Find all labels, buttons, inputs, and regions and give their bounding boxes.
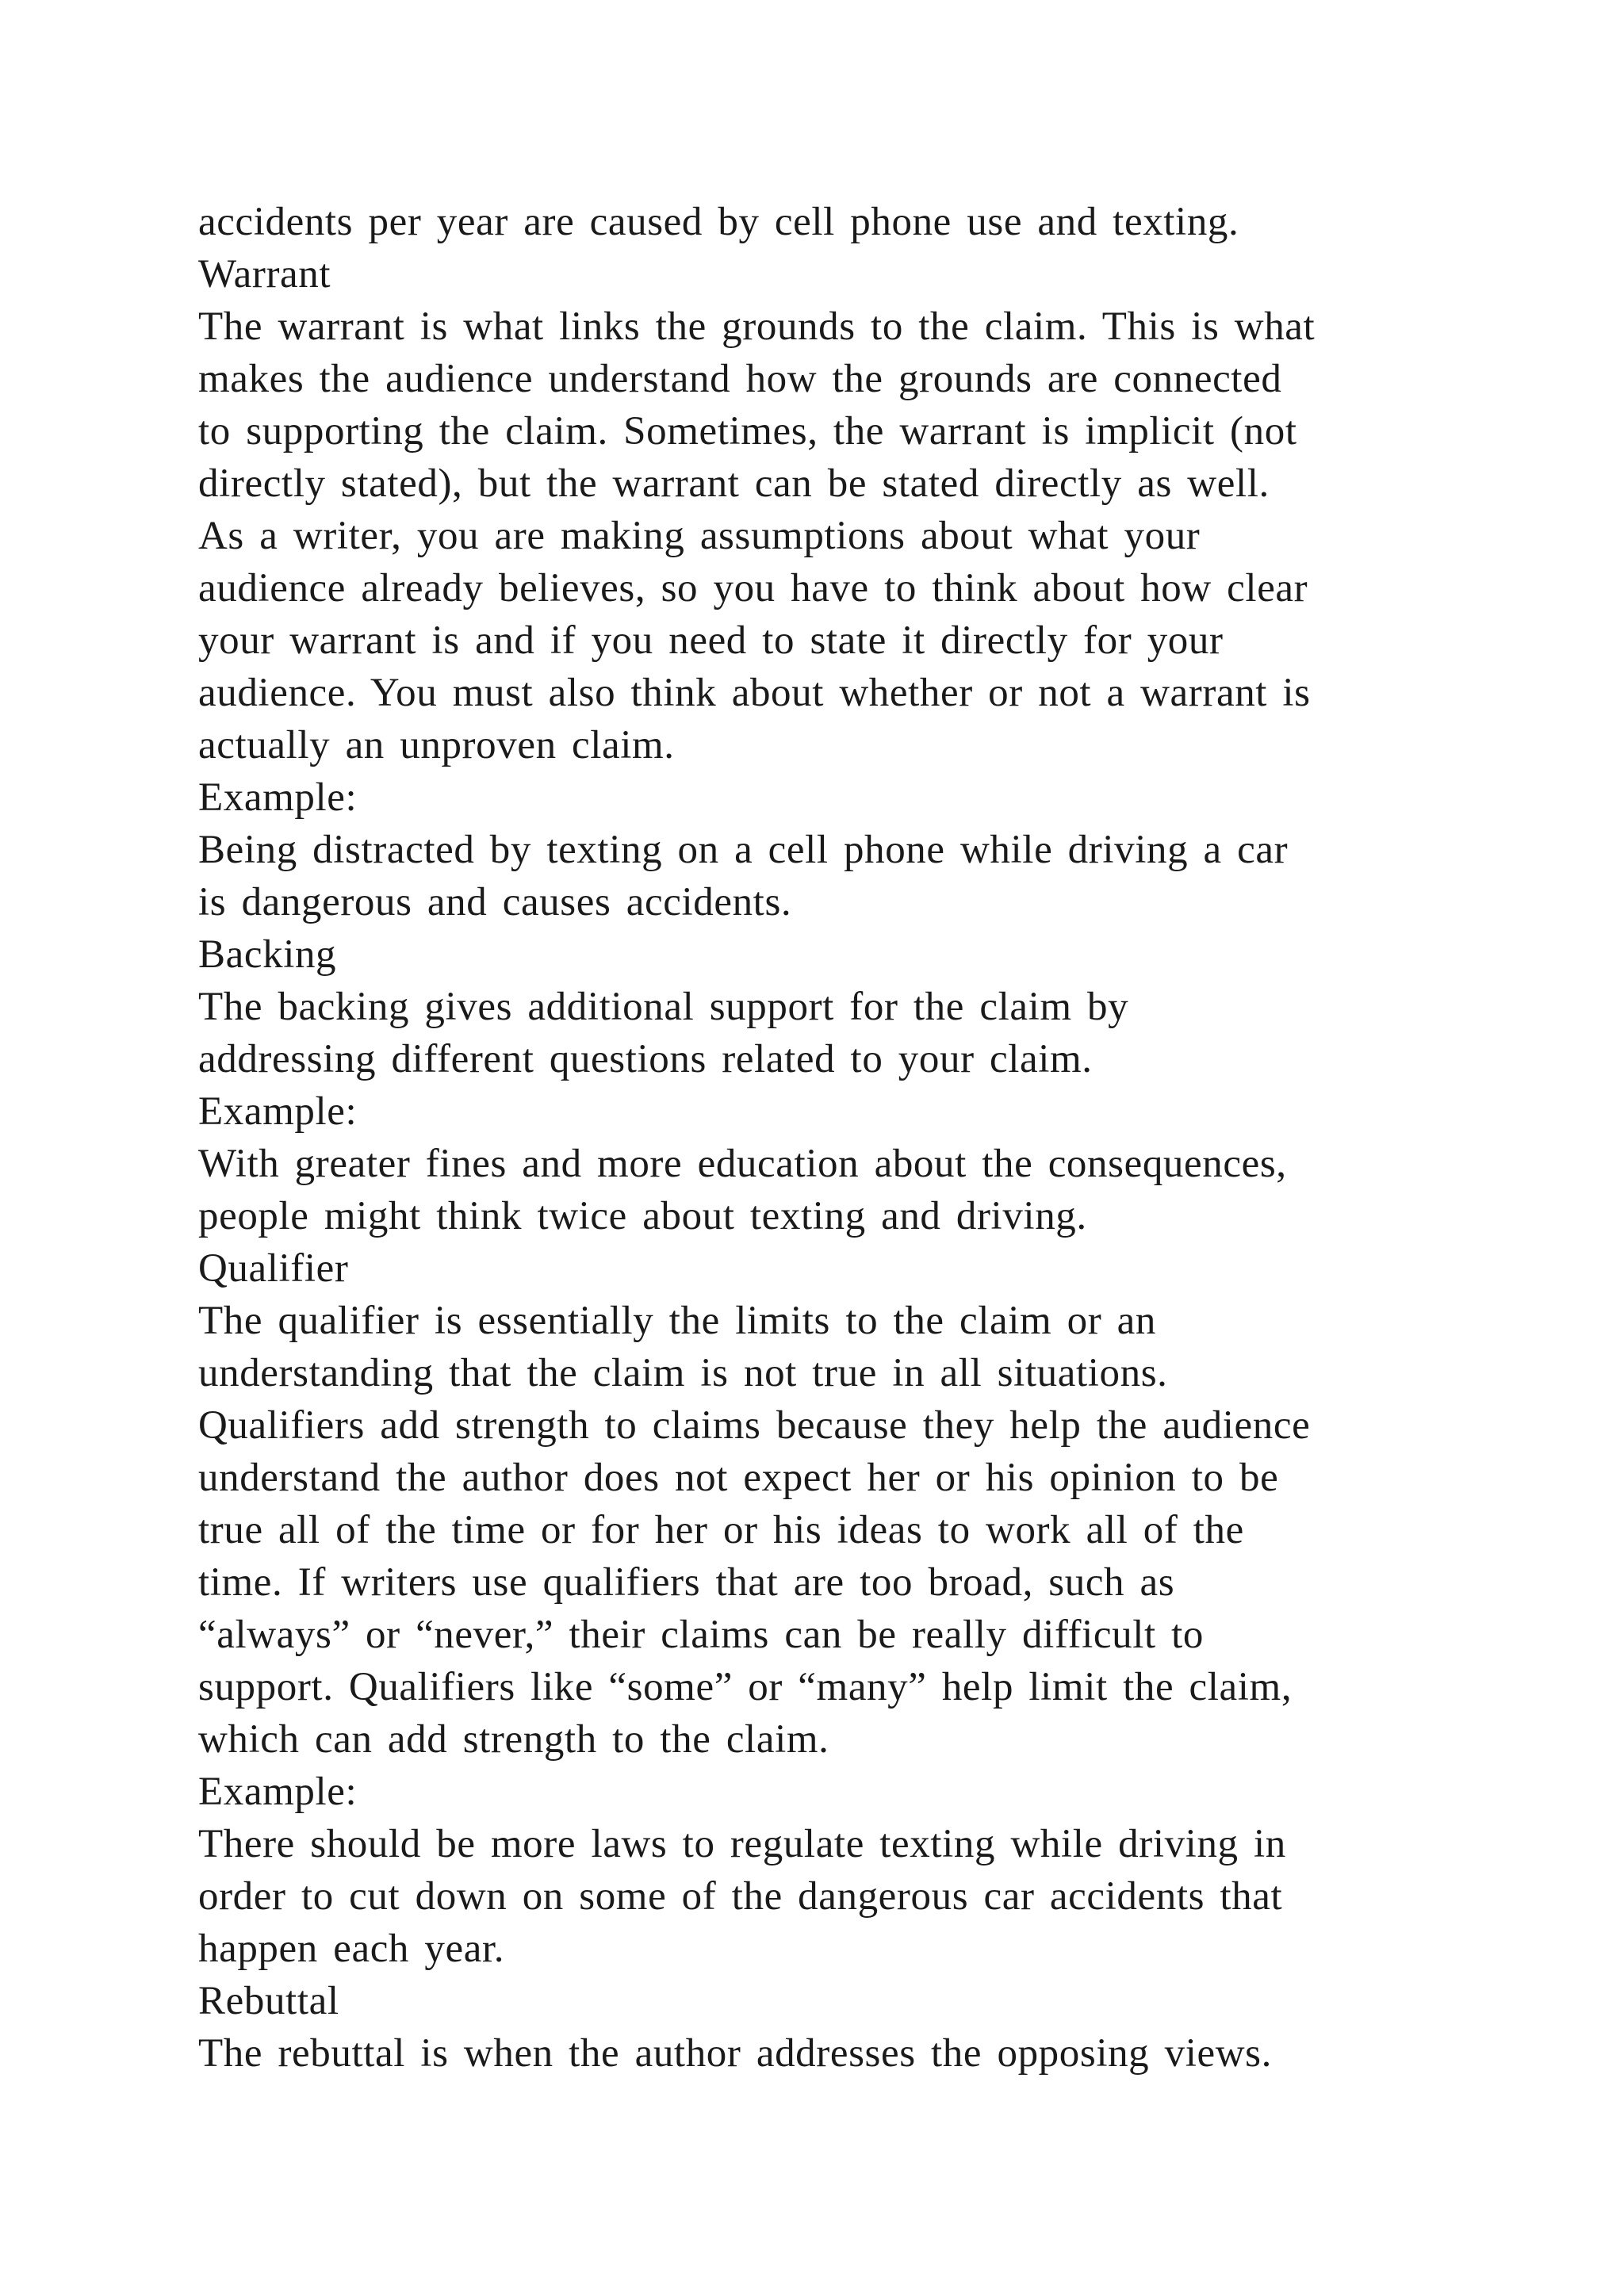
- text-line: directly stated), but the warrant can be stated directly as well.: [198, 461, 1270, 506]
- text-line: accidents per year are caused by cell phone use and texting.: [198, 200, 1239, 244]
- text-line: your warrant is and if you need to state it directly for your: [198, 618, 1224, 663]
- text-line: makes the audience understand how the grounds are connected: [198, 357, 1282, 401]
- text-line: order to cut down on some of the dangerous car accidents that: [198, 1874, 1283, 1919]
- section-heading-backing: Backing: [198, 932, 337, 977]
- text-line: is dangerous and causes accidents.: [198, 880, 792, 924]
- text-line: time. If writers use qualifiers that are too broad, such as: [198, 1560, 1175, 1605]
- text-line: Qualifiers add strength to claims because they help the audience: [198, 1403, 1311, 1448]
- text-line: As a writer, you are making assumptions about what your: [198, 514, 1201, 558]
- text-line: With greater fines and more education about the consequences,: [198, 1142, 1287, 1186]
- section-heading-rebuttal: Rebuttal: [198, 1979, 339, 2023]
- text-line: understanding that the claim is not true in all situations.: [198, 1351, 1168, 1395]
- text-line: The rebuttal is when the author addresses the opposing views.: [198, 2031, 1272, 2076]
- text-line: actually an unproven claim.: [198, 723, 675, 767]
- section-heading-qualifier: Qualifier: [198, 1246, 349, 1291]
- example-label: Example:: [198, 1770, 358, 1814]
- example-label: Example:: [198, 1089, 358, 1134]
- text-line: addressing different questions related to your claim.: [198, 1037, 1093, 1081]
- text-line: understand the author does not expect her or his opinion to be: [198, 1456, 1279, 1500]
- text-line: There should be more laws to regulate texting while driving in: [198, 1822, 1286, 1866]
- text-line: support. Qualifiers like “some” or “many” help limit the claim,: [198, 1665, 1293, 1709]
- text-line: audience already believes, so you have to think about how clear: [198, 566, 1308, 610]
- text-line: “always” or “never,” their claims can be really difficult to: [198, 1613, 1204, 1657]
- text-line: to supporting the claim. Sometimes, the warrant is implicit (not: [198, 409, 1297, 453]
- document-body: [198, 196, 1483, 2080]
- text-line: people might think twice about texting and driving.: [198, 1194, 1087, 1238]
- text-line: true all of the time or for her or his ideas to work all of the: [198, 1508, 1244, 1552]
- example-label: Example:: [198, 775, 358, 820]
- text-line: Being distracted by texting on a cell phone while driving a car: [198, 828, 1289, 872]
- text-line: The qualifier is essentially the limits to the claim or an: [198, 1299, 1157, 1343]
- text-line: The warrant is what links the grounds to the claim. This is what: [198, 304, 1316, 349]
- text-line: which can add strength to the claim.: [198, 1717, 829, 1762]
- text-line: The backing gives additional support for the claim by: [198, 985, 1129, 1029]
- section-heading-warrant: Warrant: [198, 252, 331, 297]
- text-line: audience. You must also think about whether or not a warrant is: [198, 671, 1311, 715]
- text-line: happen each year.: [198, 1927, 505, 1971]
